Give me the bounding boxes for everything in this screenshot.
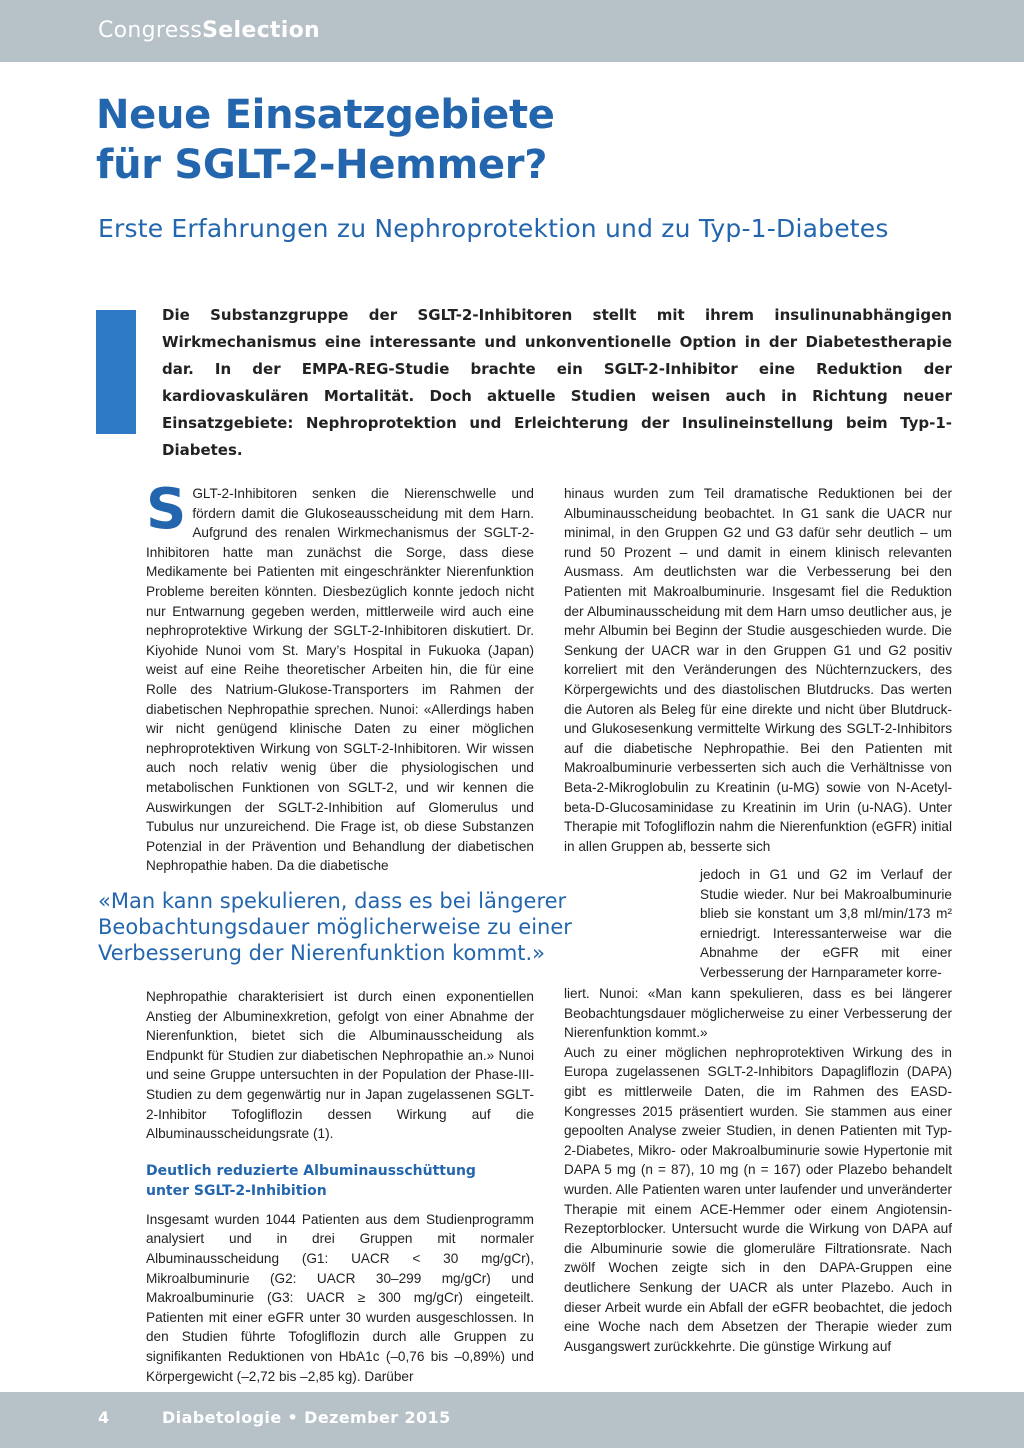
left-column-top [146, 477, 534, 876]
right-column-narrow [700, 865, 952, 983]
right-column-top [564, 484, 952, 856]
right-paragraph-1: hinaus wurden zum Teil dramatische Reduktionen bei der Albuminausscheidung beobachtet. In G1 sank die UACR nur minimal, in den Gruppen G2 und G3 dafür sehr deutlich – um rund 50 Prozent – und damit in einem klinisch relevanten Ausmass. Am deutlichsten war die Verbesserung bei den Patienten mit Makroalbuminurie. Insgesamt fiel die Reduktion der Albuminausscheidung mit dem Harn umso deutlicher aus, je mehr Albumin bei Beginn der Studie ausgeschieden wurde. Die Senkung der UACR war in den Gruppen G1 und G2 positiv korreliert mit den Veränderungen des Nüchternzuckers, des Körpergewichts und des diastolischen Blutdrucks. Das werten die Autoren als Beleg für eine direkte und nicht über Blutdruck- und Glukosesenkung vermittelte Wirkung des SGLT-2-Inhibitors auf die diabetische Nephropathie. Bei den Patienten mit Makroalbuminurie verbesserten sich auch die Verhältnisse von Beta-2-Mikroglobulin zu Kreatinin (u-MG) sowie von N-Acetyl-beta-D-Glucosaminidase zu Kreatinin im Urin (u-NAG). Unter Therapie mit Tofogliflozin nahm die Nierenfunktion (eGFR) initial in allen Gruppen ab, besserte sich [564, 486, 952, 854]
left-column-bottom [146, 987, 534, 1386]
left-paragraph-3: Insgesamt wurden 1044 Patienten aus dem Studienprogramm analysiert und in drei Gruppen mit normaler Albuminausscheidung (G1: UACR < 30 mg/gCr), Mikroalbuminurie (G2: UACR 30–299 mg/gCr) und Makroalbuminurie (G3: UACR ≥ 300 mg/gCr) eingeteilt. Patienten mit einer eGFR unter 30 wurden ausgeschlossen. In den Studien führte Tofogliflozin durch alle Gruppen zu signifikanten Reduktionen von HbA1c (–0,76 bis –0,89%) und Körpergewicht (–2,72 bis –2,85 kg). Darüber [146, 1211, 534, 1384]
section-heading: Deutlich reduzierte Albuminausschüttung unter SGLT-2-Inhibition [146, 1162, 476, 1199]
brand-bold: Selection [202, 18, 320, 43]
drop-cap: S [146, 477, 187, 542]
title-line-2: für SGLT-2-Hemmer? [96, 142, 548, 188]
right-paragraph-1-end: liert. Nunoi: «Man kann spekulieren, dass es bei längerer Beobachtungsdauer möglicherweise zu einer Verbesserung der Nierenfunktion kommt.» [564, 986, 952, 1041]
right-column-bottom [564, 984, 952, 1356]
left-paragraph-2: Nephropathie charakterisiert ist durch einen exponentiellen Anstieg der Albuminexkretion, gefolgt von einer Abnahme der Nierenfunktion, bietet sich die Albuminausscheidung als Endpunkt für Studien zur diabetischen Nephropathie an.» Nunoi und seine Gruppe untersuchten in der Population der Phase-III-Studien zu dem gegenwärtig nur in Japan zugelassenen SGLT-2-Inhibitor Tofogliflozin dessen Wirkung auf die Albuminausscheidungsrate (1). [146, 989, 534, 1142]
left-paragraph-1: GLT-2-Inhibitoren senken die Nierenschwelle und fördern damit die Glukoseausscheidung mit dem Harn. Aufgrund des renalen Wirkmechanismus der SGLT-2-Inhibitoren hatte man zunächst die Sorge, dass diese Medikamente bei Patienten mit eingeschränkter Nierenfunktion Probleme bereiten könnten. Diesbezüglich konnte jedoch nicht nur Entwarnung gegeben werden, mittlerweile wird auch eine nephroprotektive Wirkung der SGLT-2-Inhibitoren diskutiert. Dr. Kiyohide Nunoi vom St. Mary’s Hospital in Fukuoka (Japan) weist auf eine Reihe theoretischer Arbeiten hin, die für eine Rolle des Natrium-Glukose-Transporters im Rahmen der diabetischen Nephropathie sprechen. Nunoi: «Allerdings haben wir nicht genügend klinische Daten zu einer möglichen nephroprotektiven Wirkung von SGLT-2-Inhibitoren. Wir wissen auch noch relativ wenig über die physiologischen und metabolischen Funktionen von SGLT-2, und wir kennen die Auswirkungen der SGLT-2-Inhibition auf Glomerulus und Tubulus nur unzureichend. Die Frage ist, ob diese Substanzen Potenzial in der Prävention und Behandlung der diabetischen Nephropathie haben. Da die diabetische [146, 486, 534, 874]
brand-light: Congress [98, 18, 203, 43]
title-line-1: Neue Einsatzgebiete [96, 92, 555, 138]
footer-bar [0, 1392, 1024, 1448]
article-lead: Die Substanzgruppe der SGLT-2-Inhibitoren stellt mit ihrem insulinunabhängigen Wirkmechanismus eine interessante und unkonventionelle Option in der Diabetestherapie dar. In der EMPA-REG-Studie brachte ein SGLT-2-Inhibitor eine Reduktion der kardiovaskulären Mortalität. Doch aktuelle Studien weisen auch in Richtung neuer Einsatzgebiete: Nephroprotektion und Erleichterung der Insulineinstellung beim Typ-1-Diabetes. [162, 306, 952, 459]
header-bar [0, 0, 1024, 62]
article-subtitle: Erste Erfahrungen zu Nephroprotektion und zu Typ-1-Diabetes [98, 214, 889, 243]
journal-issue: Diabetologie • Dezember 2015 [162, 1408, 451, 1427]
article-title [96, 90, 956, 190]
lead-accent-bar [96, 310, 136, 434]
page-number: 4 [98, 1408, 110, 1427]
right-paragraph-2: Auch zu einer möglichen nephroprotektiven Wirkung des in Europa zugelassenen SGLT-2-Inhibitors Dapagliflozin (DAPA) gibt es mittlerweile Daten, die im Rahmen des EASD-Kongresses 2015 präsentiert wurden. Sie stammen aus einer gepoolten Analyse zweier Studien, in denen Patienten mit Typ-2-Diabetes, Mikro- oder Makroalbuminurie sowie Hypertonie mit DAPA 5 mg (n = 87), 10 mg (n = 167) oder Plazebo behandelt wurden. Alle Patienten waren unter laufender und unveränderter Therapie mit einem ACE-Hemmer oder einem Angiotensin-Rezeptorblocker. Untersucht wurde die Wirkung von DAPA auf die Albuminurie sowie die glomeruläre Filtrationsrate. Nach zwölf Wochen zeigte sich in den DAPA-Gruppen eine deutlichere Senkung der UACR als unter Plazebo. Auch in dieser Arbeit wurde ein Abfall der eGFR beobachtet, die jedoch eine Woche nach dem Absetzen der Therapie wieder zum Ausgangswert zurückkehrte. Die günstige Wirkung auf [564, 1044, 952, 1354]
pull-quote: «Man kann spekulieren, dass es bei längerer Beobachtungsdauer möglicherweise zu einer Verbesserung der Nierenfunktion kommt.» [98, 889, 572, 965]
right-paragraph-1-continued: jedoch in G1 und G2 im Verlauf der Studie wieder. Nur bei Makroalbuminurie blieb sie konstant um 3,8 ml/min/173 m² erniedrigt. Interessanterweise war die Abnahme der eGFR mit einer Verbesserung der Harnparameter korre- [700, 867, 952, 980]
section-brand [98, 18, 320, 43]
